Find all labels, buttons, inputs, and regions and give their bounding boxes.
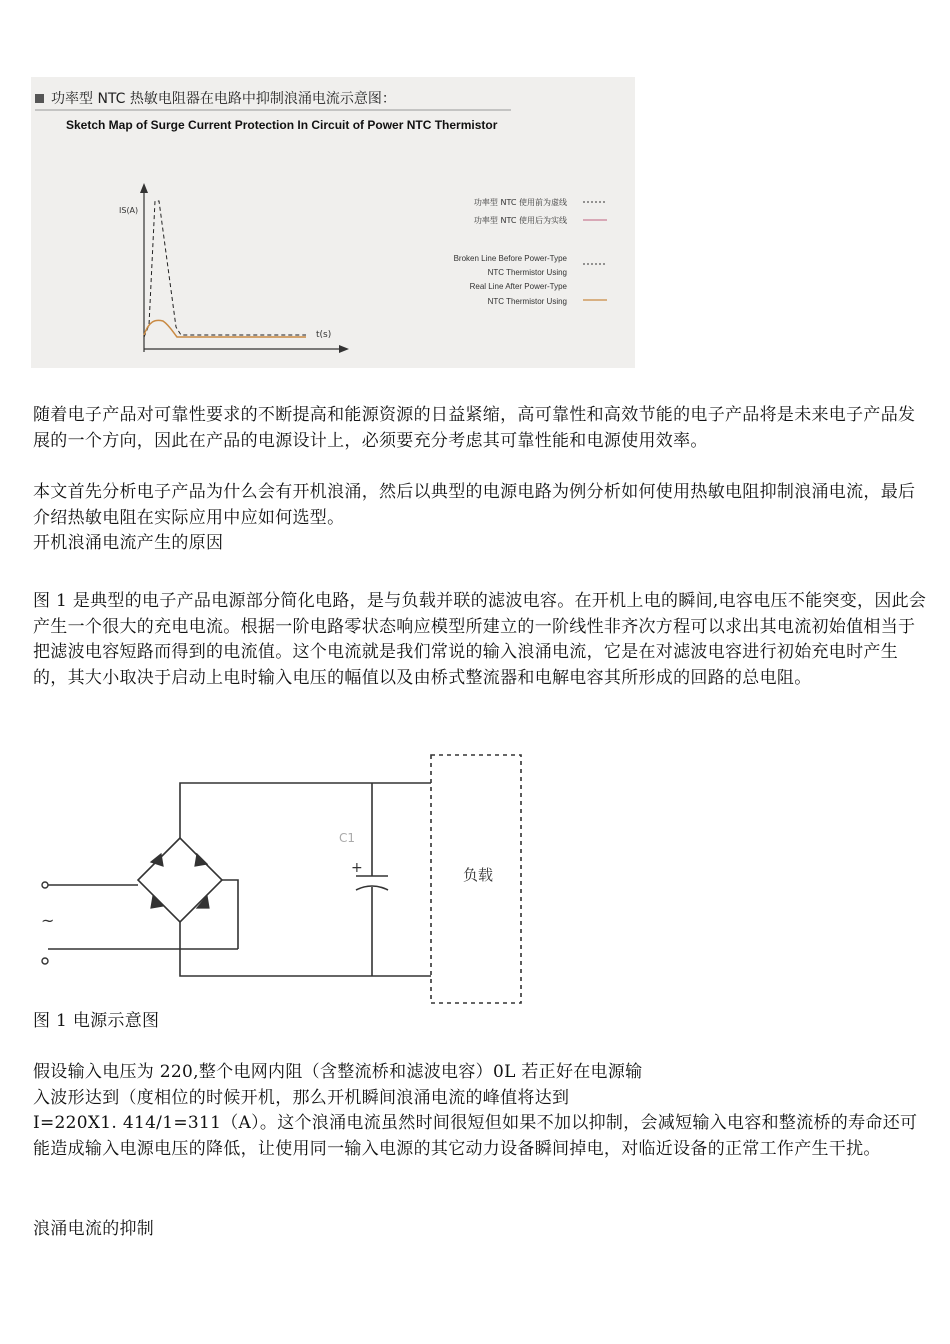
load-label: 负载 [463,866,494,884]
ac-terminal-bottom-icon [42,958,48,964]
bridge-rectifier [138,838,222,922]
heading-surge-suppression: 浪涌电流的抑制 [33,1219,155,1239]
power-circuit-figure [33,750,533,1010]
capacitor-plus-sign: + [351,860,363,876]
x-axis-arrow-icon [339,345,349,353]
paragraph-surge-cause: 图 1 是典型的电子产品电源部分简化电路，是与负载并联的滤波电容。在开机上电的瞬间,电容电压不能突变，因此会产生一个很大的充电电流。根据一阶电路零状态响应模型所建立的一阶线性非齐次方程可以求出其电流初始值相当于把滤波电容短路而得到的电流值。这个电流就是我们常说的输入浪涌电流，它是在对滤波电容进行初始充电时产生的，其大小取决于启动上电时输入电压的幅值以及由桥式整流器和电解电容其所形成的回路的总电阻。 [33,591,927,688]
surge-sketch-figure [31,77,635,368]
diode-4-icon [197,896,209,908]
legend-en-real-1: Real Line After Power-Type [469,282,567,291]
legend-en-real-2: NTC Thermistor Using [487,297,567,306]
y-axis-arrow-icon [140,183,148,193]
surge-sketch-svg [31,77,635,368]
figure-caption: 图 1 电源示意图 [33,1011,160,1031]
paragraph-assumption-line2: 入波形达到（度相位的时候开机，那么开机瞬间浪涌电流的峰值将达到 [33,1088,570,1108]
diode-2-icon [195,854,207,866]
ac-terminal-top-icon [42,882,48,888]
legend-cn-solid: 功率型 NTC 使用后为实线 [473,216,567,225]
legend-en-broken-2: NTC Thermistor Using [487,268,567,277]
paragraph-assumption-line1: 假设输入电压为 220,整个电网内阻（含整流桥和滤波电容）0L 若正好在电源输 [33,1062,643,1082]
x-axis-label: t(s) [316,330,332,340]
legend-cn-dotted: 功率型 NTC 使用前为虚线 [473,198,567,207]
paragraph-intro: 随着电子产品对可靠性要求的不断提高和能源资源的日益紧缩，高可靠性和高效节能的电子产品将是未来电子产品发展的一个方向，因此在产品的电源设计上，必须要充分考虑其可靠性能和电源使用效率。 [33,405,916,451]
title-bullet-icon [35,94,44,103]
top-rail-wire [180,783,431,838]
figure-title-cn: 功率型 NTC 热敏电阻器在电路中抑制浪涌电流示意图： [51,91,396,107]
capacitor-label: C1 [339,831,356,845]
diode-3-icon [151,896,163,908]
ac-symbol: ~ [41,911,55,930]
bridge-right-wire [222,880,238,949]
paragraph-outline: 本文首先分析电子产品为什么会有开机浪涌，然后以典型的电源电路为例分析如何使用热敏电阻抑制浪涌电流，最后介绍热敏电阻在实际应用中应如何选型。 [33,482,916,528]
dashed-curve-before [144,201,306,337]
legend-en-broken-1: Broken Line Before Power-Type [453,254,567,263]
paragraph-assumption-line3: I=220X1. 414/1=311（A）。这个浪涌电流虽然时间很短但如果不加以抑制，会减短输入电容和整流桥的寿命还可能造成输入电源电压的降低，让使用同一输入电源的其它动力设备瞬间掉电，对临近设备的正常工作产生干扰。 [33,1113,918,1159]
heading-surge-cause: 开机浪涌电流产生的原因 [33,533,224,553]
power-circuit-svg [33,750,533,1010]
figure-title-en: Sketch Map of Surge Current Protection In Circuit of Power NTC Thermistor [66,118,498,132]
y-axis-label: IS(A) [119,206,139,215]
